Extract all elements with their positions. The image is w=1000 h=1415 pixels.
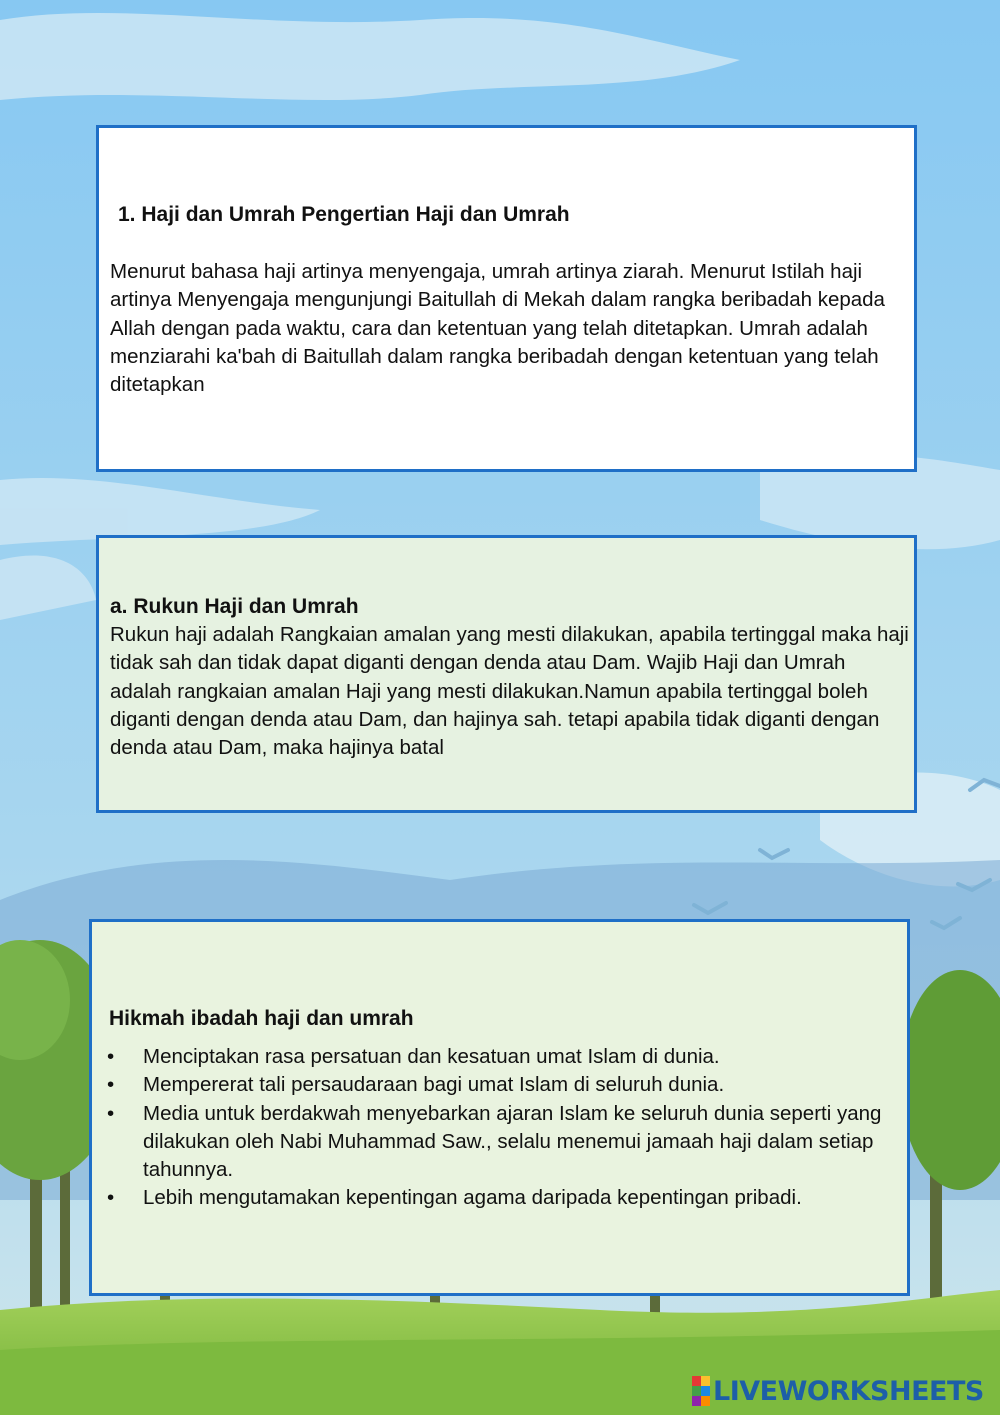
section-body: Menurut bahasa haji artinya menyengaja, umrah artinya ziarah. Menurut Istilah haji artinya Menyengaja mengunjungi Baitullah di Mekah dalam rangka beribadah kepada Allah dengan pada waktu, cara dan ketentuan yang telah ditetapkan. Umrah adalah menziarahi ka'bah di Baitullah dalam rangka beribadah dengan ketentuan yang telah ditetapkan	[110, 260, 885, 397]
list-item: • Media untuk berdakwah menyebarkan ajaran Islam ke seluruh dunia seperti yang dilakukan oleh Nabi Muhammad Saw., selalu menemui jamaah haji dalam setiap tahunnya.	[105, 1100, 905, 1185]
liveworksheets-logo-icon	[692, 1376, 710, 1406]
section-pengertian	[96, 125, 917, 472]
section-title: Hikmah ibadah haji dan umrah	[109, 1007, 414, 1030]
list-item: • Lebih mengutamakan kepentingan agama daripada kepentingan pribadi.	[105, 1184, 905, 1212]
brand-name: LIVEWORKSHEETS	[713, 1375, 984, 1407]
section-title: 1. Haji dan Umrah Pengertian Haji dan Umrah	[118, 203, 570, 226]
liveworksheets-logo[interactable]	[692, 1373, 984, 1409]
section-rukun	[96, 535, 917, 813]
list-item: • Mempererat tali persaudaraan bagi umat Islam di seluruh dunia.	[105, 1071, 905, 1099]
list-item: • Menciptakan rasa persatuan dan kesatuan umat Islam di dunia.	[105, 1043, 905, 1071]
section-body: Rukun haji adalah Rangkaian amalan yang mesti dilakukan, apabila tertinggal maka haji tidak sah dan tidak dapat diganti dengan denda atau Dam. Wajib Haji dan Umrah adalah rangkaian amalan Haji yang mesti dilakukan.Namun apabila tertinggal boleh diganti dengan denda atau Dam, dan hajinya sah. tetapi apabila tidak diganti dengan denda atau Dam, maka hajinya batal	[110, 623, 909, 760]
hikmah-list	[105, 1043, 905, 1213]
section-hikmah	[89, 919, 910, 1296]
section-title: a. Rukun Haji dan Umrah	[110, 595, 359, 618]
